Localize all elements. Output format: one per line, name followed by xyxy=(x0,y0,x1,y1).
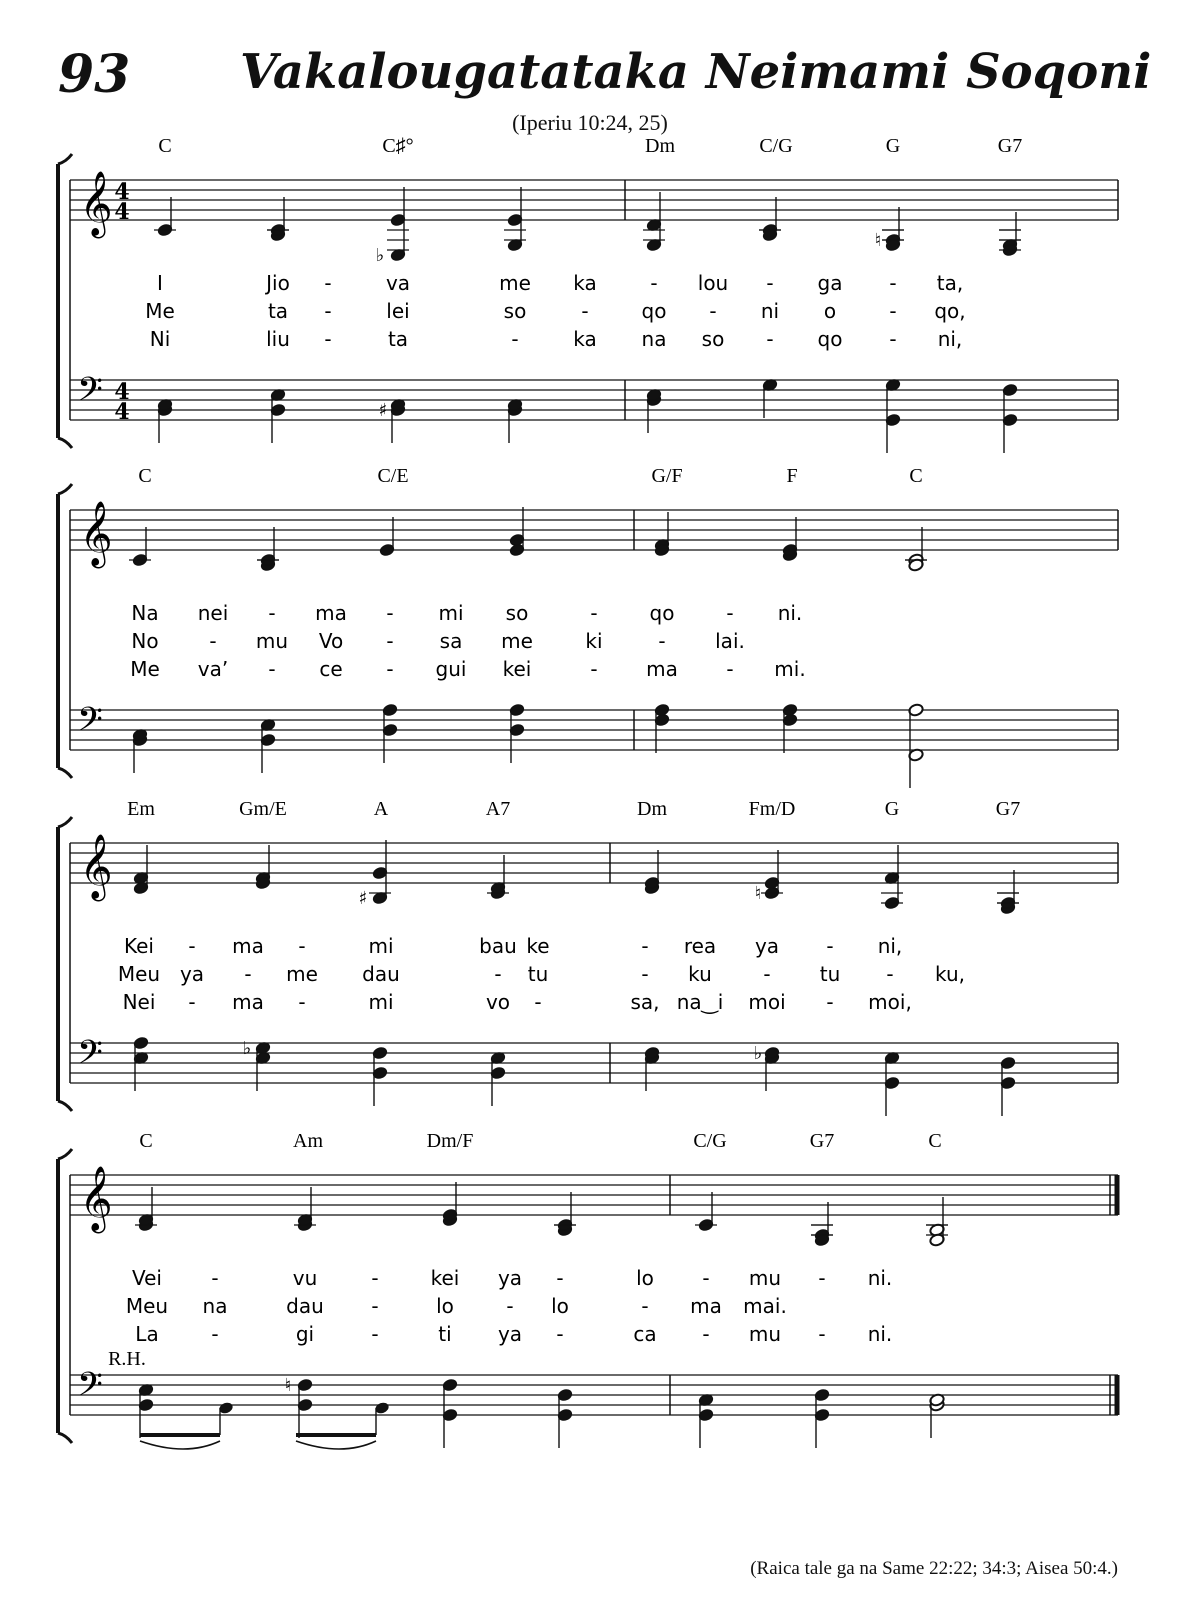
lyric-syllable: - xyxy=(818,1266,826,1290)
lyric-syllable: - xyxy=(556,1266,564,1290)
lyric-syllable: Vei xyxy=(132,1266,162,1290)
lyric-syllable: ma xyxy=(315,601,347,625)
lyric-syllable: dau xyxy=(362,962,400,986)
bracket-bottom xyxy=(58,438,72,448)
lyric-syllable: - xyxy=(709,299,717,323)
lyric-syllable: mu xyxy=(748,1266,782,1290)
lyric-syllable: mi. xyxy=(774,657,806,681)
lyric-syllable: - xyxy=(641,934,649,958)
lyric-syllable: La xyxy=(135,1322,159,1346)
chord-symbol: G/F xyxy=(651,465,683,487)
lyric-syllable: lou xyxy=(697,271,729,295)
lyric-syllable: vu xyxy=(292,1266,318,1290)
accidental-icon: ♮ xyxy=(284,1375,292,1396)
lyric-syllable: ma xyxy=(690,1294,722,1318)
lyric-syllable: liu xyxy=(266,327,290,351)
hymn-title: Vakalougatataka Neimami Soqoni xyxy=(240,44,1152,100)
bracket-top xyxy=(58,1149,72,1159)
lyric-syllable: - xyxy=(244,962,252,986)
lyric-syllable: - xyxy=(766,327,774,351)
lyric-syllable: - xyxy=(818,1322,826,1346)
lyric-syllable: - xyxy=(889,327,897,351)
lyric-syllable: me xyxy=(501,629,533,653)
chord-symbol: Em xyxy=(127,798,155,820)
lyric-syllable: ta xyxy=(387,327,409,351)
chord-symbol: C♯° xyxy=(382,135,414,157)
lyric-syllable: tu xyxy=(527,962,549,986)
lyric-syllable: - xyxy=(324,271,332,295)
lyric-syllable: me xyxy=(499,271,531,295)
lyric-syllable: ni. xyxy=(777,601,803,625)
lyric-syllable: - xyxy=(826,990,834,1014)
lyric-syllable: - xyxy=(590,601,598,625)
chord-symbol: Dm/F xyxy=(426,1130,474,1152)
lyric-syllable: - xyxy=(826,934,834,958)
lyric-syllable: - xyxy=(268,601,276,625)
treble-clef-icon: 𝄞 xyxy=(79,171,113,236)
scripture-reference: (Iperiu 10:24, 25) xyxy=(512,110,668,135)
chord-symbol: G7 xyxy=(809,1130,835,1152)
lyric-syllable: ma xyxy=(232,990,264,1014)
treble-clef-icon: 𝄞 xyxy=(79,1166,113,1231)
lyric-syllable: - xyxy=(298,990,306,1014)
bracket-top xyxy=(58,154,72,164)
lyric-syllable: va’ xyxy=(197,657,229,681)
bass-clef-icon: 𝄢 xyxy=(77,371,103,417)
bass-clef-icon: 𝄢 xyxy=(77,1366,103,1412)
lyric-syllable: - xyxy=(726,601,734,625)
lyric-syllable: kei xyxy=(502,657,532,681)
chord-symbol: C xyxy=(139,1130,153,1152)
lyric-syllable: rea xyxy=(683,934,717,958)
lyric-syllable: bau xyxy=(479,934,517,958)
lyric-syllable: - xyxy=(386,657,394,681)
lyric-syllable: I xyxy=(157,271,163,295)
lyric-syllable: qo xyxy=(817,327,843,351)
lyric-syllable: ni. xyxy=(867,1322,893,1346)
lyric-syllable: moi xyxy=(748,990,786,1014)
chord-symbol: Dm xyxy=(637,798,667,820)
lyric-syllable: va xyxy=(385,271,411,295)
time-signature-top: 4 xyxy=(114,179,130,205)
lyric-syllable: ya xyxy=(497,1266,523,1290)
lyric-syllable: - xyxy=(268,657,276,681)
chord-symbol: Am xyxy=(293,1130,323,1152)
chord-symbol: Gm/E xyxy=(239,798,287,820)
lyric-syllable: - xyxy=(590,657,598,681)
lyric-syllable: - xyxy=(886,962,894,986)
lyric-syllable: ya xyxy=(179,962,205,986)
chord-symbol: G7 xyxy=(995,798,1021,820)
lyric-syllable: gui xyxy=(435,657,467,681)
chord-symbol: C/E xyxy=(377,465,409,487)
lyric-syllable: mi xyxy=(438,601,464,625)
lyric-syllable: - xyxy=(641,962,649,986)
lyric-syllable: - xyxy=(494,962,502,986)
lyric-syllable: - xyxy=(581,299,589,323)
lyric-syllable: me xyxy=(286,962,318,986)
lyric-syllable: Meu xyxy=(125,1294,169,1318)
lyric-syllable: - xyxy=(211,1322,219,1346)
lyric-syllable: ya xyxy=(497,1322,523,1346)
lyric-syllable: na xyxy=(202,1294,228,1318)
accidental-icon: ♯ xyxy=(378,400,388,421)
lyric-syllable: o xyxy=(823,299,837,323)
lyric-syllable: so xyxy=(701,327,725,351)
lyric-syllable: - xyxy=(324,327,332,351)
accidental-icon: ♮ xyxy=(754,883,762,904)
lyric-syllable: mi xyxy=(368,934,394,958)
lyric-syllable: lei xyxy=(386,299,410,323)
bass-clef-icon: 𝄢 xyxy=(77,1034,103,1080)
chord-symbol: Fm/D xyxy=(748,798,796,820)
bracket-top xyxy=(58,817,72,827)
lyric-syllable: - xyxy=(641,1294,649,1318)
chord-symbol: C/G xyxy=(693,1130,727,1152)
chord-symbol: A xyxy=(373,798,389,820)
footnote: (Raica tale ga na Same 22:22; 34:3; Aisea 50:4.) xyxy=(750,1558,1118,1579)
lyric-syllable: Me xyxy=(145,299,175,323)
bass-clef-icon: 𝄢 xyxy=(77,701,103,747)
lyric-syllable: vo xyxy=(485,990,511,1014)
lyric-syllable: - xyxy=(209,629,217,653)
lyric-syllable: ma xyxy=(232,934,264,958)
lyric-syllable: sa xyxy=(439,629,463,653)
slur xyxy=(140,1441,220,1449)
lyric-syllable: ni xyxy=(760,299,780,323)
lyric-syllable: - xyxy=(702,1322,710,1346)
lyric-syllable: lo xyxy=(636,1266,654,1290)
chord-symbol: G xyxy=(884,798,900,820)
bracket-top xyxy=(58,484,72,494)
lyric-syllable: gi xyxy=(295,1322,315,1346)
time-signature-bottom: 4 xyxy=(114,199,130,225)
lyric-syllable: ma xyxy=(646,657,678,681)
chord-symbol: C xyxy=(909,465,923,487)
accidental-icon: ♮ xyxy=(874,230,882,251)
lyric-syllable: na‿i xyxy=(676,990,724,1014)
lyric-syllable: - xyxy=(371,1294,379,1318)
lyric-syllable: mu xyxy=(255,629,289,653)
lyric-syllable: ka xyxy=(573,327,597,351)
lyric-syllable: Me xyxy=(130,657,160,681)
lyric-syllable: kei xyxy=(430,1266,460,1290)
lyric-syllable: Ni xyxy=(149,327,171,351)
lyric-syllable: - xyxy=(658,629,666,653)
lyric-syllable: ka xyxy=(573,271,597,295)
accidental-icon: ♯ xyxy=(358,888,368,909)
lyric-syllable: qo xyxy=(641,299,667,323)
time-signature-top: 4 xyxy=(114,379,130,405)
lyric-syllable: na xyxy=(641,327,667,351)
lyric-syllable: ni. xyxy=(867,1266,893,1290)
chord-symbol: A7 xyxy=(485,798,511,820)
lyric-syllable: ku, xyxy=(935,962,965,986)
lyric-syllable: - xyxy=(371,1322,379,1346)
lyric-syllable: mu xyxy=(748,1322,782,1346)
chord-symbol: G xyxy=(885,135,901,157)
chord-symbol: G7 xyxy=(997,135,1023,157)
chord-symbol: C/G xyxy=(759,135,793,157)
lyric-syllable: ta xyxy=(267,299,289,323)
lyric-syllable: Vo xyxy=(318,629,344,653)
time-signature-bottom: 4 xyxy=(114,399,130,425)
lyric-syllable: Meu xyxy=(117,962,161,986)
lyric-syllable: ki xyxy=(585,629,603,653)
treble-clef-icon: 𝄞 xyxy=(79,834,113,899)
lyric-syllable: ce xyxy=(319,657,343,681)
chord-symbol: F xyxy=(786,465,798,487)
lyric-syllable: qo, xyxy=(934,299,966,323)
lyric-syllable: - xyxy=(371,1266,379,1290)
lyric-syllable: - xyxy=(702,1266,710,1290)
lyric-syllable: - xyxy=(386,629,394,653)
lyric-syllable: lo xyxy=(551,1294,569,1318)
lyric-syllable: - xyxy=(534,990,542,1014)
chord-symbol: C xyxy=(158,135,172,157)
hymn-number: 93 xyxy=(58,44,131,105)
lyric-syllable: lo xyxy=(436,1294,454,1318)
lyric-syllable: ta, xyxy=(936,271,964,295)
lyric-syllable: - xyxy=(556,1322,564,1346)
lyric-syllable: - xyxy=(766,271,774,295)
lyric-syllable: sa, xyxy=(630,990,660,1014)
lyric-syllable: - xyxy=(511,327,519,351)
lyric-syllable: ni, xyxy=(877,934,903,958)
lyric-syllable: - xyxy=(726,657,734,681)
accidental-icon: ♭ xyxy=(242,1038,252,1059)
lyric-syllable: ga xyxy=(817,271,843,295)
lyric-syllable: - xyxy=(386,601,394,625)
lyric-syllable: so xyxy=(503,299,527,323)
lyric-syllable: - xyxy=(324,299,332,323)
chord-symbol: C xyxy=(138,465,152,487)
treble-clef-icon: 𝄞 xyxy=(79,501,113,566)
bracket-bottom xyxy=(58,768,72,778)
lyric-syllable: mai. xyxy=(743,1294,787,1318)
chord-symbol: Dm xyxy=(645,135,675,157)
accidental-icon: ♭ xyxy=(375,245,385,266)
lyric-syllable: Kei xyxy=(124,934,154,958)
chord-symbol: C xyxy=(928,1130,942,1152)
lyric-syllable: ku xyxy=(688,962,712,986)
lyric-syllable: Na xyxy=(131,601,159,625)
lyric-syllable: qo xyxy=(649,601,675,625)
lyric-syllable: Nei xyxy=(122,990,156,1014)
lyric-syllable: - xyxy=(188,990,196,1014)
lyric-syllable: - xyxy=(763,962,771,986)
bracket-bottom xyxy=(58,1433,72,1443)
lyric-syllable: No xyxy=(131,629,159,653)
slur xyxy=(296,1441,376,1449)
right-hand-marking: R.H. xyxy=(108,1348,146,1370)
bracket-bottom xyxy=(58,1101,72,1111)
lyric-syllable: - xyxy=(650,271,658,295)
lyric-syllable: ke xyxy=(526,934,550,958)
lyric-syllable: so xyxy=(505,601,529,625)
lyric-syllable: - xyxy=(211,1266,219,1290)
lyric-syllable: mi xyxy=(368,990,394,1014)
lyric-syllable: - xyxy=(889,271,897,295)
lyric-syllable: ya xyxy=(754,934,780,958)
accidental-icon: ♭ xyxy=(753,1043,763,1064)
lyric-syllable: ti xyxy=(438,1322,452,1346)
lyric-syllable: moi, xyxy=(868,990,912,1014)
lyric-syllable: - xyxy=(188,934,196,958)
lyric-syllable: dau xyxy=(286,1294,324,1318)
lyric-syllable: tu xyxy=(819,962,841,986)
lyric-syllable: Jio xyxy=(266,271,290,295)
lyric-syllable: lai. xyxy=(715,629,745,653)
lyric-syllable: ca xyxy=(633,1322,657,1346)
lyric-syllable: nei xyxy=(197,601,229,625)
lyric-syllable: - xyxy=(889,299,897,323)
lyric-syllable: - xyxy=(506,1294,514,1318)
lyric-syllable: - xyxy=(298,934,306,958)
lyric-syllable: ni, xyxy=(937,327,963,351)
